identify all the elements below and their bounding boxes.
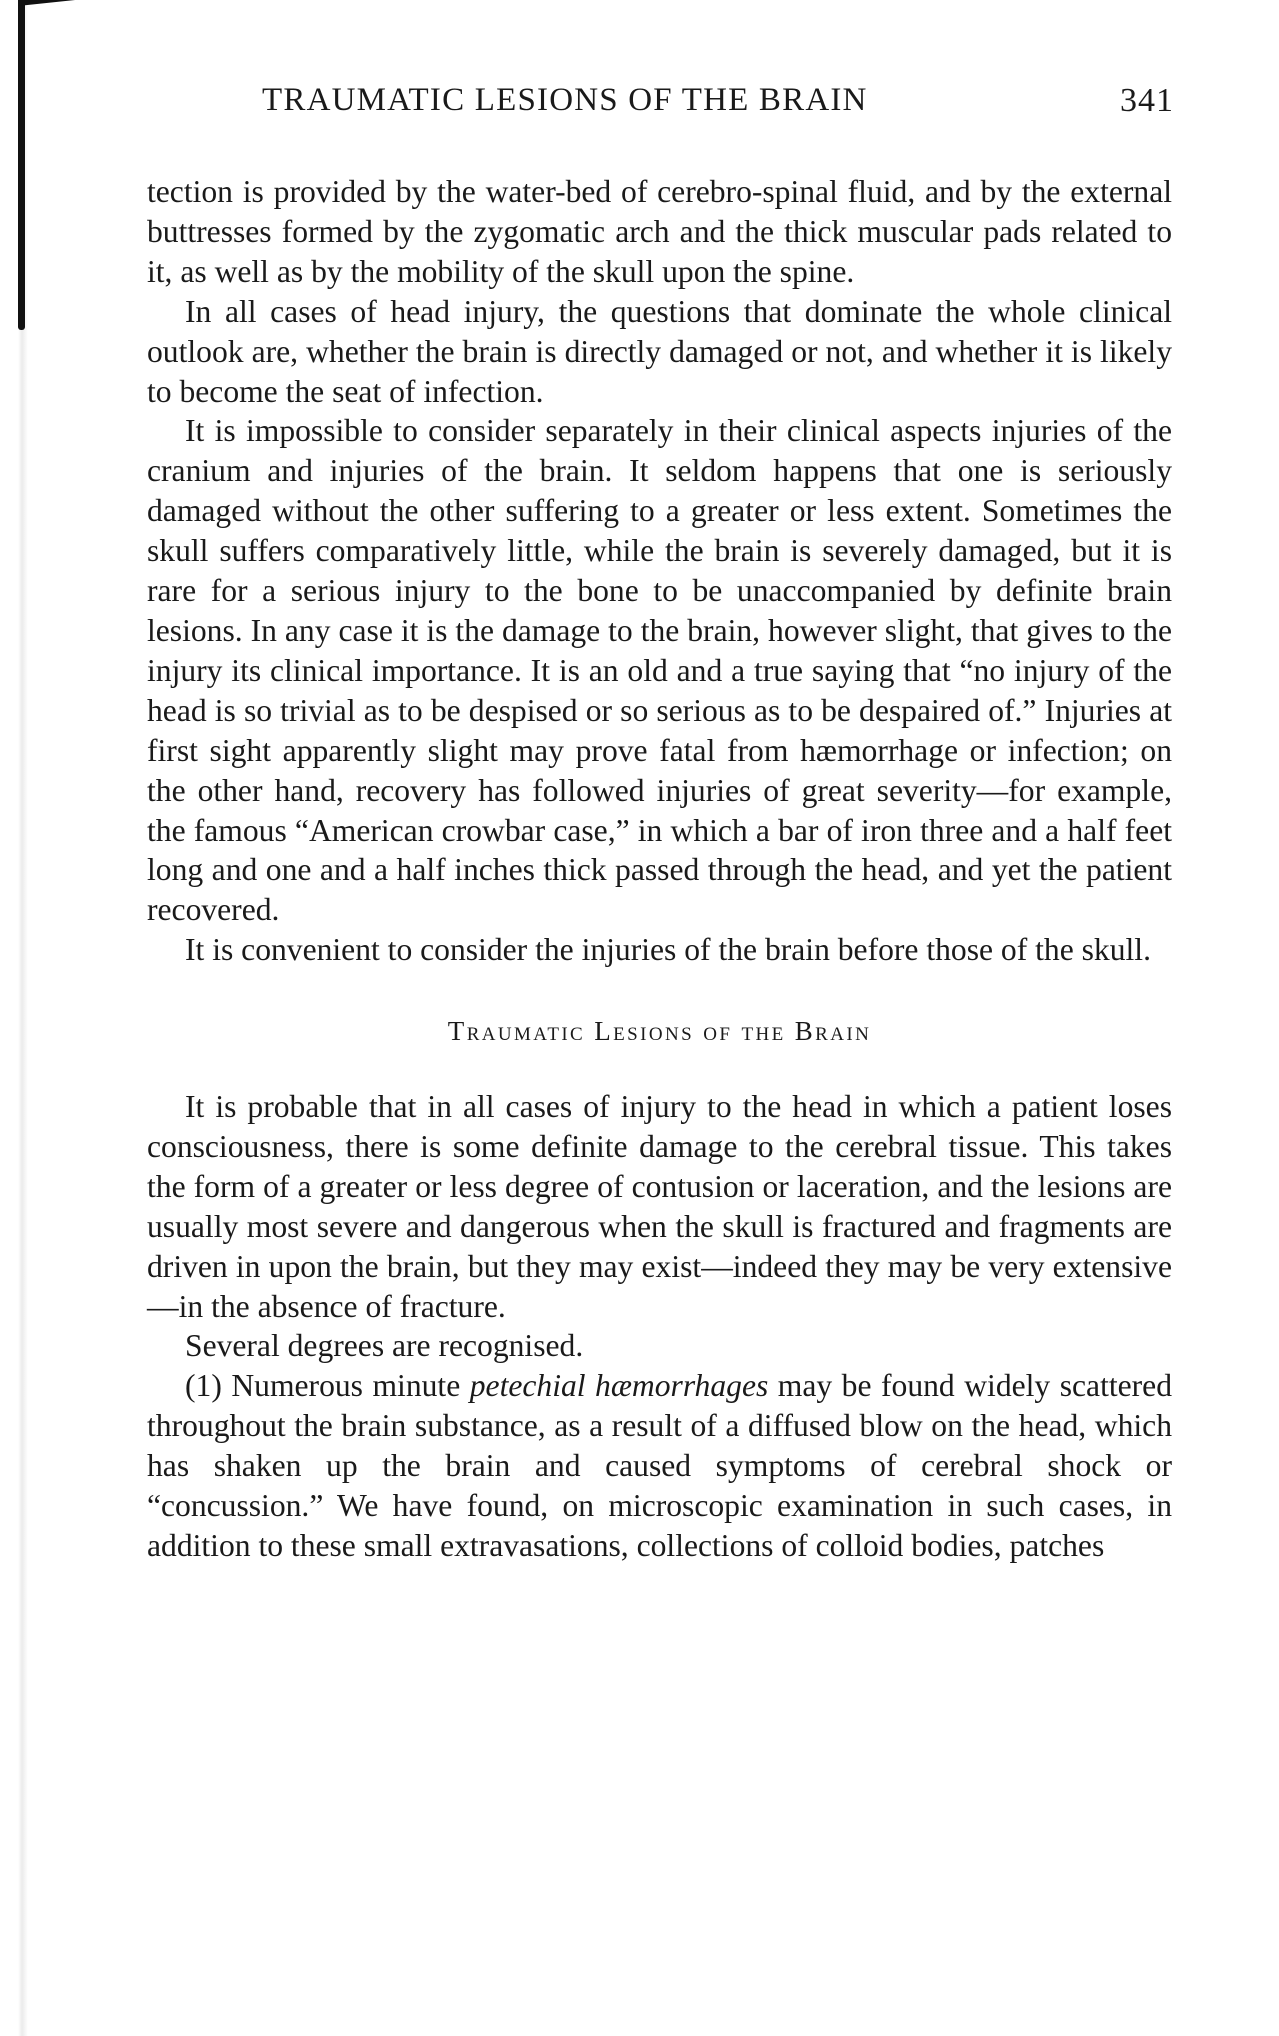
paragraph: tection is provided by the water-bed of cerebro-spinal fluid, and by the external buttresses formed by the zygomatic arch and the thick muscular pads related to it, as well as by the mobility of the skull upon the spine. [147,174,1172,289]
paragraph: It is convenient to consider the injuries of the brain before those of the skull. [185,932,1151,968]
binding-edge-mark [18,0,25,330]
section-heading-text: Traumatic Lesions of the Brain [447,1016,872,1047]
paragraph: In all cases of head injury, the questions that dominate the whole clinical outlook are, whether the brain is directly damaged or not, and whether it is likely to become the seat of infection. [147,293,1172,409]
binding-corner-mark [18,0,103,6]
paragraph-text-suffix: may be found widely scattered throughout the brain substance, as a result of a diffused blow on the head, which has shaken up the brain and caused symptoms of cerebral shock or “concussion.” We have found, on microscopic examination in such cases, in addition to these small extravasations, collections of colloid bodies, patches [147,1368,1172,1563]
page-number: 341 [1120,82,1174,119]
body-text [147,172,1172,1566]
italic-term: petechial hæmorrhages [469,1368,769,1404]
paragraph: It is impossible to consider separately in their clinical aspects injuries of the cranium and injuries of the brain. It seldom happens that one is seriously damaged without the other suffering to a greater or less extent. Sometimes the skull suffers comparatively little, while the brain is severely damaged, but it is rare for a serious injury to the bone to be unaccompanied by definite brain lesions. In any case it is the damage to the brain, however slight, that gives to the injury its clinical importance. It is an old and a true saying that “no injury of the head is so trivial as to be despised or so serious as to be despaired of.” Injuries at first sight apparently slight may prove fatal from hæmorrhage or infection; on the other hand, recovery has followed injuries of great severity—for example, the famous “American crowbar case,” in which a bar of iron three and a half feet long and one and a half inches thick passed through the head, and yet the patient recovered. [147,413,1172,928]
paragraph: Several degrees are recognised. [185,1328,584,1364]
paragraph: It is probable that in all cases of injury to the head in which a patient loses consciousness, there is some definite damage to the cerebral tissue. This takes the form of a greater or less degree of contusion or laceration, and the lesions are usually most severe and dangerous when the skull is fractured and fragments are driven in upon the brain, but they may exist—indeed they may be very extensive—in the absence of fracture. [147,1089,1172,1324]
paragraph [147,1366,1172,1566]
running-head: TRAUMATIC LESIONS OF THE BRAIN [262,82,868,118]
paragraph-text-prefix: (1) Numerous minute [185,1368,470,1404]
page-header [262,82,1174,128]
section-heading [147,1012,1172,1052]
